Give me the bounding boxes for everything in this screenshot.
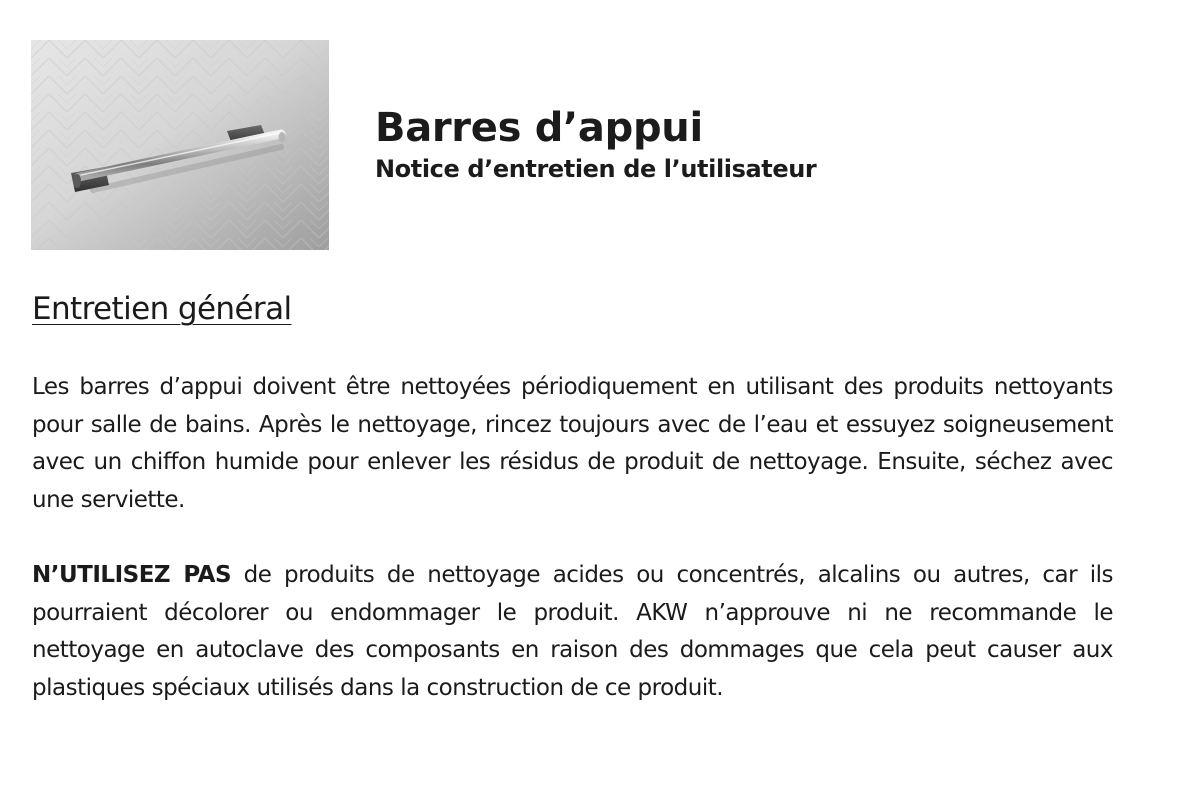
section-heading: Entretien général [32, 291, 292, 327]
document-header [375, 104, 1135, 184]
document-subtitle: Notice d’entretien de l’utilisateur [375, 155, 817, 183]
warning-paragraph [32, 557, 1113, 707]
document-title: Barres d’appui [375, 105, 703, 151]
product-photo [31, 40, 329, 250]
maintenance-paragraph: Les barres d’appui doivent être nettoyées périodiquement en utilisant des produits nettoyants pour salle de bains. Après le nettoyage, rincez toujours avec de l’eau et essuyez soigneusement avec un chiffon humide pour enlever les résidus de produit de nettoyage. Ensuite, séchez avec une serviette. [32, 374, 1113, 513]
grab-bar-photo-icon [31, 40, 329, 250]
warning-text: de produits de nettoyage acides ou concentrés, alcalins ou autres, car ils pourraient décolorer ou endommager le produit. AKW n’approuve ni ne recommande le nettoyage en autoclave des composants en raison des dommages que cela peut causer aux plastiques spéciaux utilisés dans la construction de ce produit. [32, 562, 1114, 701]
warning-emphasis: N’UTILISEZ PAS [32, 562, 232, 588]
